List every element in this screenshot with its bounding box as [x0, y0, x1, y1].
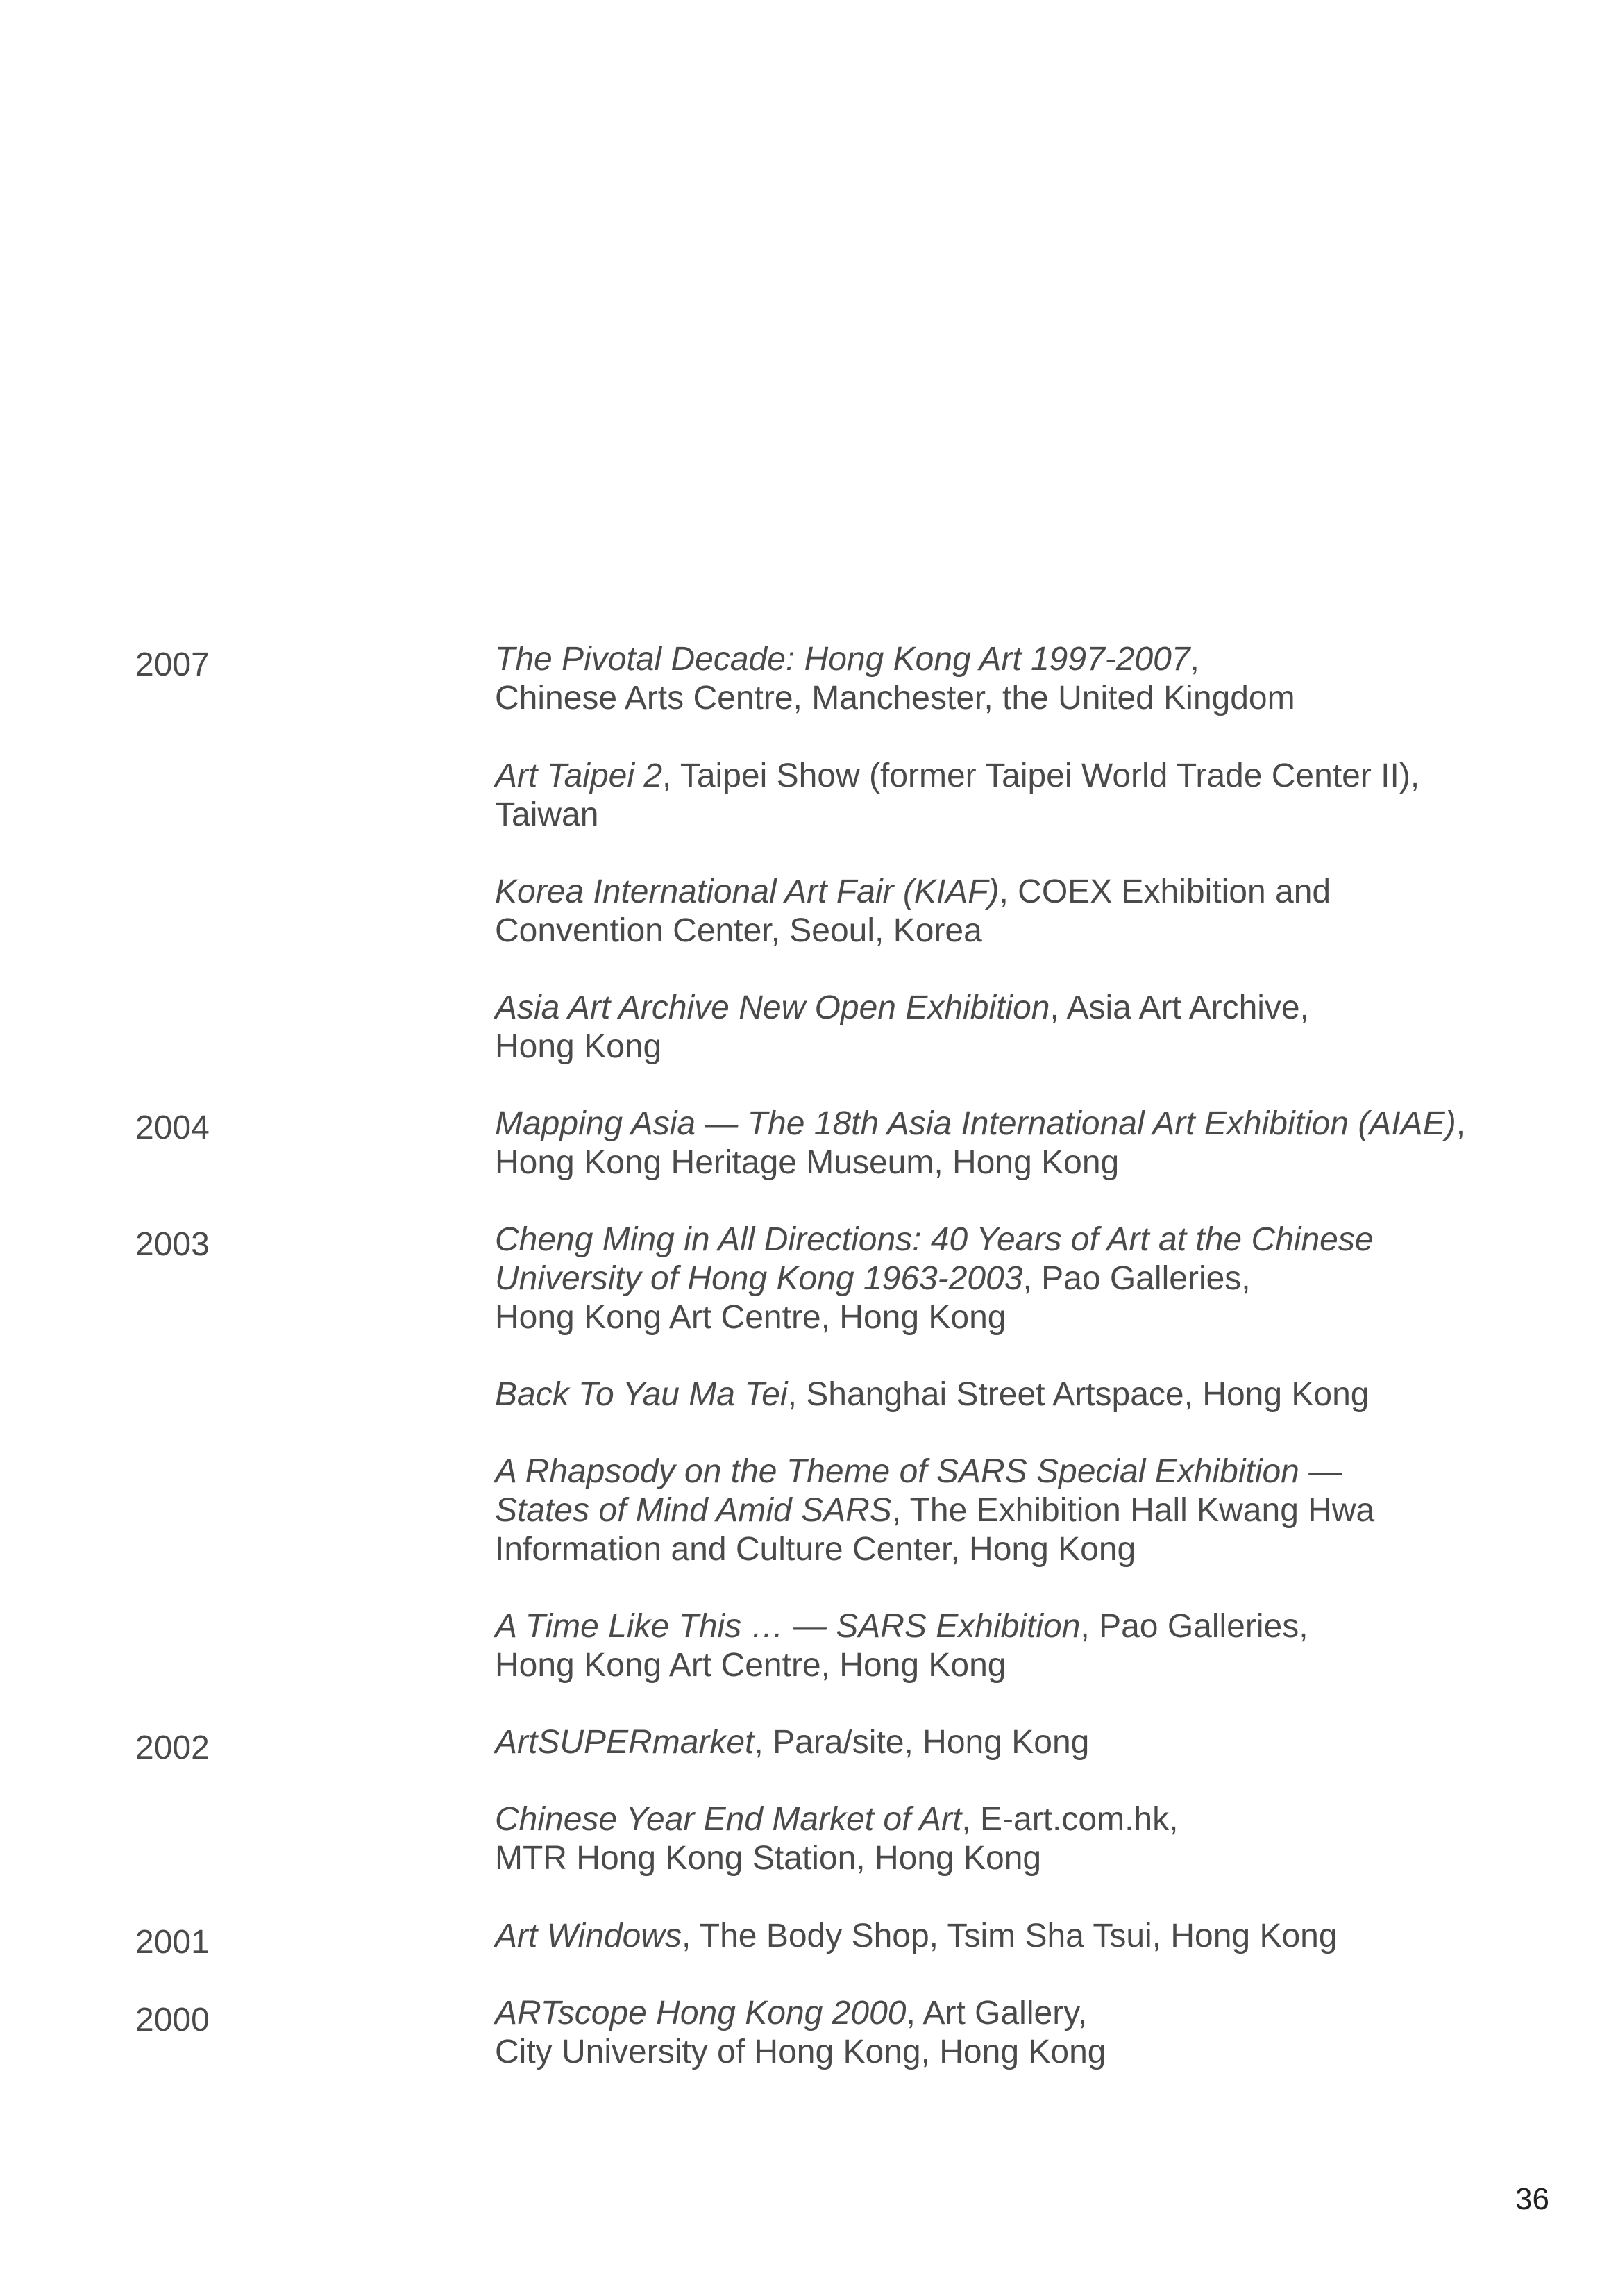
exhibition-title: A Time Like This … — SARS Exhibition: [495, 1608, 1081, 1645]
exhibition-title: University of Hong Kong 1963-2003: [495, 1260, 1023, 1297]
exhibition-detail: , Asia Art Archive,: [1050, 989, 1309, 1026]
year-label: 2003: [135, 1226, 210, 1263]
exhibition-entry: [495, 757, 1550, 835]
year-label: 2007: [135, 646, 210, 683]
year-label: 2001: [135, 1924, 210, 1961]
exhibition-title: Korea International Art Fair (KIAF): [495, 873, 1000, 910]
exhibition-detail: Hong Kong Art Centre, Hong Kong: [495, 1299, 1006, 1336]
exhibition-detail: , Para/site, Hong Kong: [754, 1724, 1090, 1761]
exhibition-entry: [495, 1452, 1550, 1569]
exhibition-detail: , The Exhibition Hall Kwang Hwa: [891, 1492, 1375, 1529]
exhibition-entry: [495, 989, 1550, 1066]
exhibition-detail: , Art Gallery,: [906, 1995, 1087, 2031]
exhibition-detail: Hong Kong Art Centre, Hong Kong: [495, 1647, 1006, 1684]
exhibition-entry: [495, 1994, 1550, 2072]
exhibition-entry: [495, 1917, 1550, 1956]
exhibition-detail: Hong Kong: [495, 1028, 662, 1065]
exhibition-detail: Chinese Arts Centre, Manchester, the United Kingdom: [495, 680, 1295, 717]
exhibition-entry: [495, 1105, 1550, 1182]
exhibition-entry: [495, 640, 1550, 718]
exhibition-detail: City University of Hong Kong, Hong Kong: [495, 2034, 1106, 2070]
year-label: 2002: [135, 1729, 210, 1766]
exhibition-detail: Information and Culture Center, Hong Kong: [495, 1531, 1136, 1568]
exhibition-entry: [495, 1607, 1550, 1685]
exhibition-detail: Taiwan: [495, 796, 599, 833]
exhibition-detail: ,: [1456, 1105, 1466, 1142]
exhibition-title: ArtSUPERmarket: [495, 1724, 755, 1761]
exhibition-detail: , COEX Exhibition and: [999, 873, 1331, 910]
exhibition-detail: , Pao Galleries,: [1022, 1260, 1251, 1297]
exhibition-title: Mapping Asia — The 18th Asia International Art Exhibition (AIAE): [495, 1105, 1456, 1142]
exhibition-title: Cheng Ming in All Directions: 40 Years of Art at the Chinese: [495, 1221, 1374, 1258]
year-label: 2000: [135, 2002, 210, 2038]
exhibition-entry: [495, 1375, 1550, 1414]
exhibition-title: Asia Art Archive New Open Exhibition: [495, 989, 1050, 1026]
exhibition-title: Art Taipei 2: [495, 757, 663, 794]
exhibition-entry: [495, 1723, 1550, 1762]
exhibition-entry: [495, 873, 1550, 950]
exhibition-title: States of Mind Amid SARS: [495, 1492, 892, 1529]
exhibition-detail: Convention Center, Seoul, Korea: [495, 912, 982, 949]
exhibition-detail: Hong Kong Heritage Museum, Hong Kong: [495, 1144, 1120, 1181]
exhibition-title: Back To Yau Ma Tei: [495, 1376, 788, 1413]
exhibition-detail: , The Body Shop, Tsim Sha Tsui, Hong Kong: [681, 1918, 1338, 1954]
year-label: 2004: [135, 1109, 210, 1146]
exhibition-detail: , Taipei Show (former Taipei World Trade Center II),: [662, 757, 1420, 794]
exhibition-detail: , E-art.com.hk,: [961, 1801, 1179, 1838]
exhibition-detail: , Pao Galleries,: [1080, 1608, 1308, 1645]
exhibition-entry: [495, 1800, 1550, 1878]
exhibition-title: ARTscope Hong Kong 2000: [495, 1995, 907, 2031]
exhibition-detail: MTR Hong Kong Station, Hong Kong: [495, 1840, 1042, 1877]
exhibition-title: A Rhapsody on the Theme of SARS Special Exhibition —: [495, 1453, 1342, 1490]
page-number: 36: [1515, 2182, 1549, 2216]
exhibition-detail: , Shanghai Street Artspace, Hong Kong: [787, 1376, 1370, 1413]
exhibition-title: Art Windows: [495, 1918, 682, 1954]
exhibition-title: Chinese Year End Market of Art: [495, 1801, 962, 1838]
exhibition-detail: ,: [1190, 641, 1199, 678]
exhibition-title: The Pivotal Decade: Hong Kong Art 1997-2007: [495, 641, 1190, 678]
exhibition-entry: [495, 1221, 1550, 1337]
